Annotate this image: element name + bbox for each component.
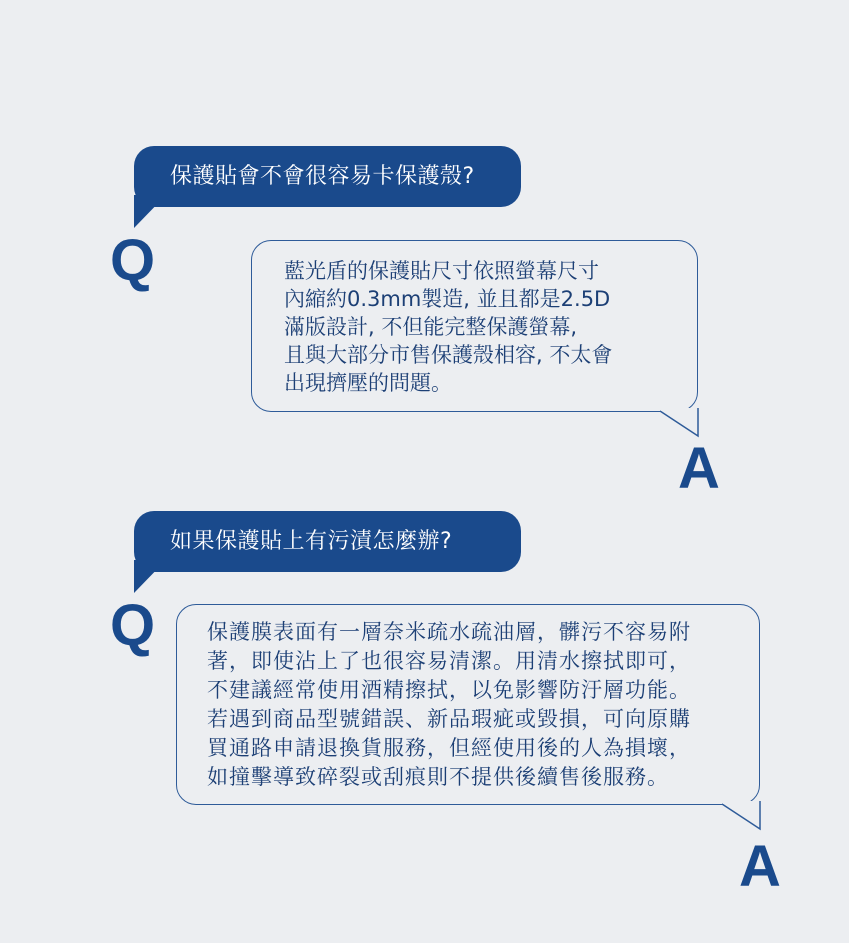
- answer-2-line-6: 如撞擊導致碎裂或刮痕則不提供後續售後服務。: [207, 765, 669, 789]
- question-bubble-2: [134, 511, 521, 572]
- q-label-2: Q: [110, 593, 156, 658]
- answer-1-line-1: 藍光盾的保護貼尺寸依照螢幕尺寸: [284, 259, 599, 283]
- answer-bubble-tail-1: [660, 408, 702, 438]
- answer-2-line-2: 著，即使沾上了也很容易清潔。用清水擦拭即可，: [207, 649, 691, 673]
- answer-1-line-4: 且與大部分市售保護殼相容, 不太會: [284, 343, 613, 367]
- answer-bubble-1: [251, 240, 698, 412]
- answer-bubble-tail-2: [722, 801, 764, 831]
- question-bubble-1: [134, 146, 521, 207]
- question-bubble-tail-2: [130, 560, 170, 595]
- answer-bubble-2: [176, 604, 760, 805]
- answer-1-line-5: 出現擠壓的問題。: [284, 371, 452, 395]
- question-text-2: 如果保護貼上有污漬怎麼辦?: [170, 528, 453, 554]
- answer-2-line-1: 保護膜表面有一層奈米疏水疏油層，髒污不容易附: [207, 620, 691, 644]
- question-text-1: 保護貼會不會很容易卡保護殼?: [170, 163, 475, 189]
- a-label-2: A: [739, 834, 781, 899]
- question-bubble-tail-1: [130, 195, 170, 230]
- a-label-1: A: [678, 436, 720, 501]
- answer-1-line-2: 內縮約0.3mm製造, 並且都是2.5D: [284, 287, 611, 311]
- q-label-1: Q: [110, 228, 156, 293]
- answer-1-line-3: 滿版設計, 不但能完整保護螢幕,: [284, 315, 578, 339]
- answer-2-line-4: 若遇到商品型號錯誤、新品瑕疵或毀損，可向原購: [207, 707, 691, 731]
- answer-2-line-5: 買通路申請退換貨服務，但經使用後的人為損壞，: [207, 736, 691, 760]
- answer-2-line-3: 不建議經常使用酒精擦拭，以免影響防汙層功能。: [207, 678, 691, 702]
